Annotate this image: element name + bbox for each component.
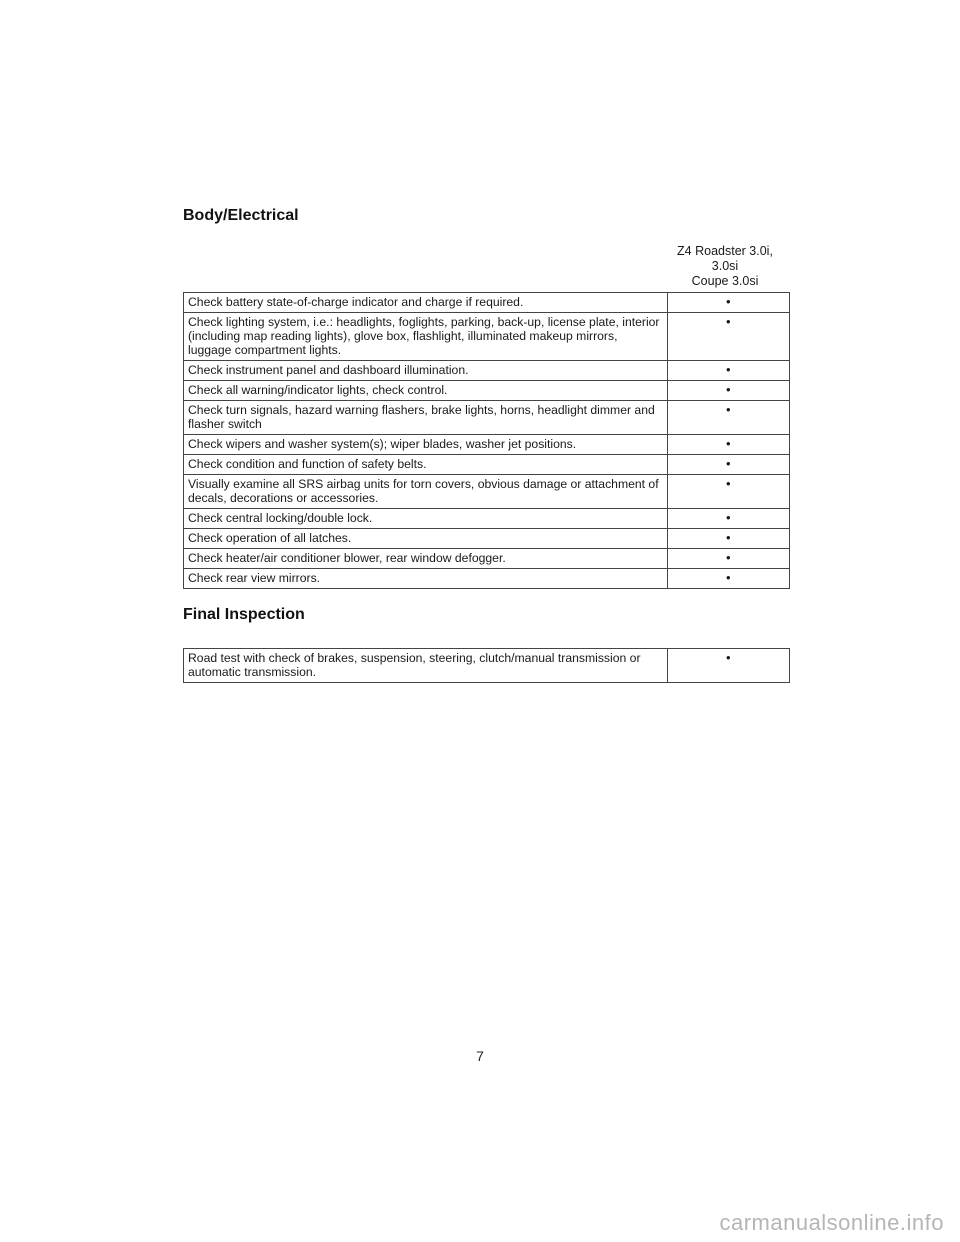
final-inspection-table [183,648,790,683]
task-cell: Check central locking/double lock. [184,509,668,529]
table-row [184,529,790,549]
table-row [184,649,790,683]
task-cell: Check rear view mirrors. [184,569,668,589]
table-row [184,361,790,381]
table-row [184,455,790,475]
bullet-mark-icon: • [667,361,789,381]
task-cell: Check operation of all latches. [184,529,668,549]
bullet-mark-icon: • [667,455,789,475]
table-row [184,293,790,313]
table-row [184,435,790,455]
table-row [184,509,790,529]
column-header-line: 3.0si [711,259,739,273]
bullet-mark-icon: • [667,435,789,455]
column-header-models [661,244,789,289]
bullet-mark-icon: • [667,475,789,509]
task-cell: Check all warning/indicator lights, check control. [184,381,668,401]
final-inspection-table-body [184,649,790,683]
table-row [184,313,790,361]
task-cell: Check lighting system, i.e.: headlights, foglights, parking, back-up, license plate, interior (including map reading lights), glove box, flashlight, illuminated makeup mirrors, luggage compartment lights. [184,313,668,361]
column-header-line: Coupe 3.0si [691,274,759,288]
bullet-mark-icon: • [667,529,789,549]
bullet-mark-icon: • [667,313,789,361]
task-cell: Check condition and function of safety belts. [184,455,668,475]
task-cell: Check battery state-of-charge indicator and charge if required. [184,293,668,313]
bullet-mark-icon: • [667,381,789,401]
page-number: 7 [476,1048,484,1064]
bullet-mark-icon: • [667,649,789,683]
task-cell: Visually examine all SRS airbag units for torn covers, obvious damage or attachment of decals, decorations or accessories. [184,475,668,509]
task-cell: Check turn signals, hazard warning flashers, brake lights, horns, headlight dimmer and flasher switch [184,401,668,435]
table-row [184,401,790,435]
bullet-mark-icon: • [667,293,789,313]
bullet-mark-icon: • [667,569,789,589]
table-row [184,569,790,589]
section-heading-body-electrical: Body/Electrical [183,207,299,224]
bullet-mark-icon: • [667,401,789,435]
body-electrical-table [183,292,790,589]
table-row [184,549,790,569]
bullet-mark-icon: • [667,549,789,569]
section-heading-final-inspection: Final Inspection [183,606,305,623]
task-cell: Check wipers and washer system(s); wiper blades, washer jet positions. [184,435,668,455]
table-row [184,381,790,401]
bullet-mark-icon: • [667,509,789,529]
task-cell: Check instrument panel and dashboard illumination. [184,361,668,381]
task-cell: Road test with check of brakes, suspension, steering, clutch/manual transmission or automatic transmission. [184,649,668,683]
task-cell: Check heater/air conditioner blower, rear window defogger. [184,549,668,569]
watermark-text: carmanualsonline.info [719,1210,944,1235]
body-electrical-table-body [184,293,790,589]
table-row [184,475,790,509]
column-header-line: Z4 Roadster 3.0i, [677,244,773,258]
